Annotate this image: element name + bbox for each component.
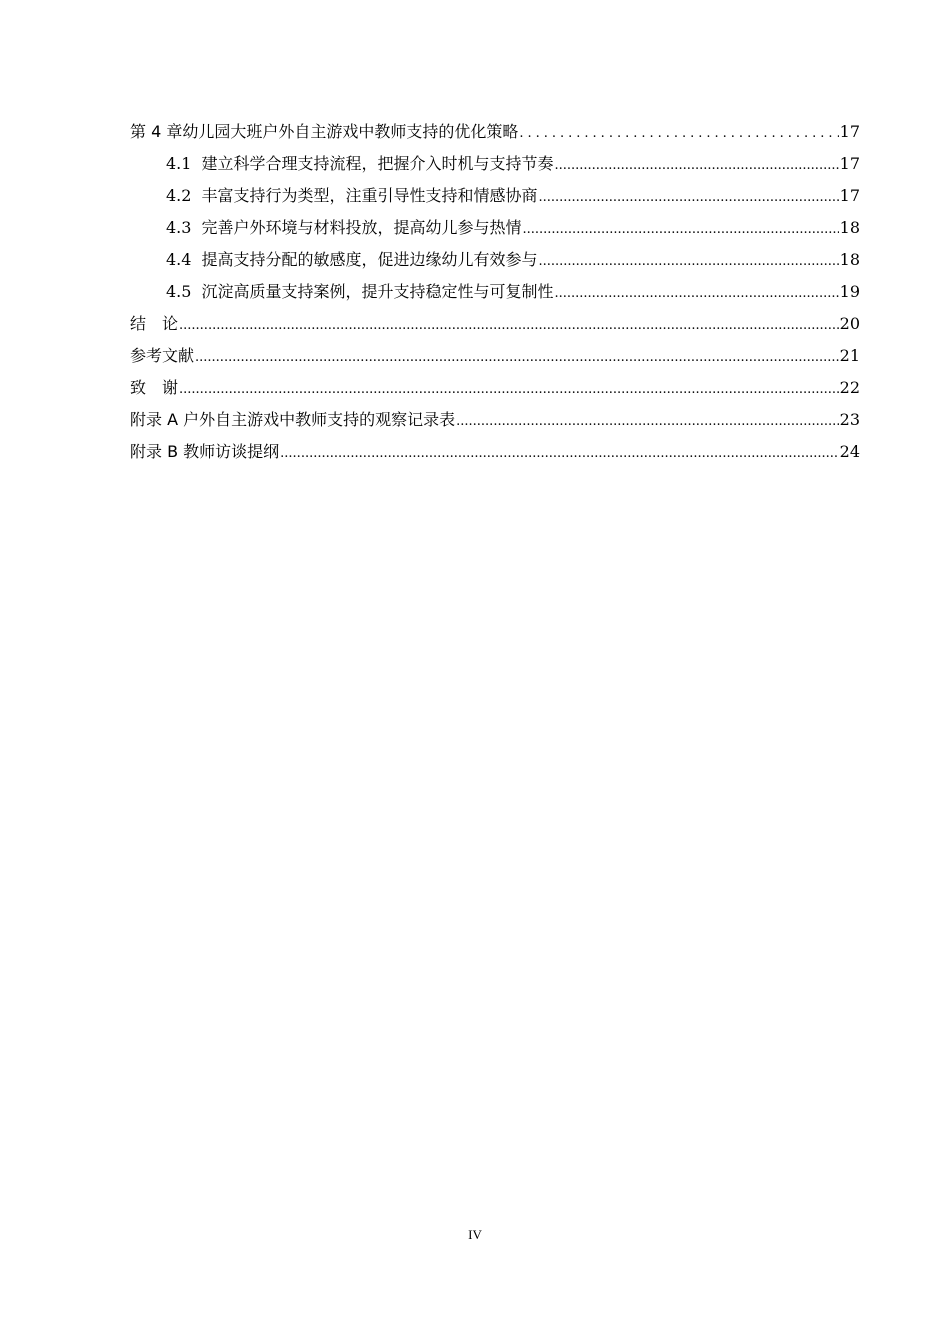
toc-entry-number: 4.4	[166, 250, 192, 269]
toc-entry-appendix-a[interactable]	[130, 404, 860, 436]
toc-entry-section-4-2[interactable]	[130, 180, 860, 212]
toc-entry-appendix-b[interactable]	[130, 436, 860, 468]
toc-entry-section-4-5[interactable]	[130, 276, 860, 308]
toc-dot-leader	[538, 246, 838, 278]
toc-dot-leader	[554, 278, 838, 310]
toc-entry-section-4-1[interactable]	[130, 148, 860, 180]
toc-entry-conclusion[interactable]	[130, 308, 860, 340]
toc-entry-title: 附录 B 教师访谈提纲	[130, 442, 280, 461]
toc-entry-title: 沉淀高质量支持案例，提升支持稳定性与可复制性	[201, 282, 554, 301]
toc-entry-number: 4.2	[166, 186, 192, 205]
toc-dot-leader	[179, 310, 839, 342]
toc-entry-page: 22	[839, 378, 860, 397]
toc-dot-leader	[179, 374, 839, 406]
table-of-contents	[130, 116, 860, 468]
toc-entry-section-4-3[interactable]	[130, 212, 860, 244]
page-number-footer: IV	[468, 1227, 482, 1242]
toc-dot-leader	[195, 342, 839, 374]
toc-entry-references[interactable]	[130, 340, 860, 372]
toc-entry-title: 致 谢	[130, 378, 179, 397]
toc-entry-page: 21	[839, 346, 860, 365]
toc-dot-leader	[456, 406, 839, 438]
toc-entry-title: 附录 A 户外自主游戏中教师支持的观察记录表	[130, 410, 456, 429]
toc-entry-page: 17	[839, 154, 860, 173]
toc-dot-leader	[280, 438, 838, 470]
toc-entry-number: 4.5	[166, 282, 192, 301]
toc-entry-page: 18	[839, 218, 860, 237]
toc-dot-leader	[519, 118, 838, 150]
toc-entry-page: 17	[839, 186, 860, 205]
toc-entry-page: 19	[839, 282, 860, 301]
toc-entry-chapter-4[interactable]	[130, 116, 860, 148]
toc-dot-leader	[554, 150, 838, 182]
toc-entry-title: 第 4 章幼儿园大班户外自主游戏中教师支持的优化策略	[130, 122, 519, 141]
toc-entry-title: 提高支持分配的敏感度，促进边缘幼儿有效参与	[201, 250, 538, 269]
toc-entry-number: 4.1	[166, 154, 192, 173]
toc-entry-number: 4.3	[166, 218, 192, 237]
toc-dot-leader	[522, 214, 838, 246]
toc-entry-page: 18	[839, 250, 860, 269]
toc-entry-page: 23	[839, 410, 860, 429]
toc-entry-title: 完善户外环境与材料投放，提高幼儿参与热情	[201, 218, 522, 237]
toc-entry-acknowledgements[interactable]	[130, 372, 860, 404]
toc-entry-title: 建立科学合理支持流程，把握介入时机与支持节奏	[201, 154, 554, 173]
toc-entry-page: 24	[839, 442, 860, 461]
toc-entry-title: 丰富支持行为类型，注重引导性支持和情感协商	[201, 186, 538, 205]
toc-entry-page: 20	[839, 314, 860, 333]
toc-dot-leader	[538, 182, 838, 214]
toc-entry-title: 结 论	[130, 314, 179, 333]
toc-entry-title: 参考文献	[130, 346, 195, 365]
toc-entry-page: 17	[839, 122, 860, 141]
toc-entry-section-4-4[interactable]	[130, 244, 860, 276]
